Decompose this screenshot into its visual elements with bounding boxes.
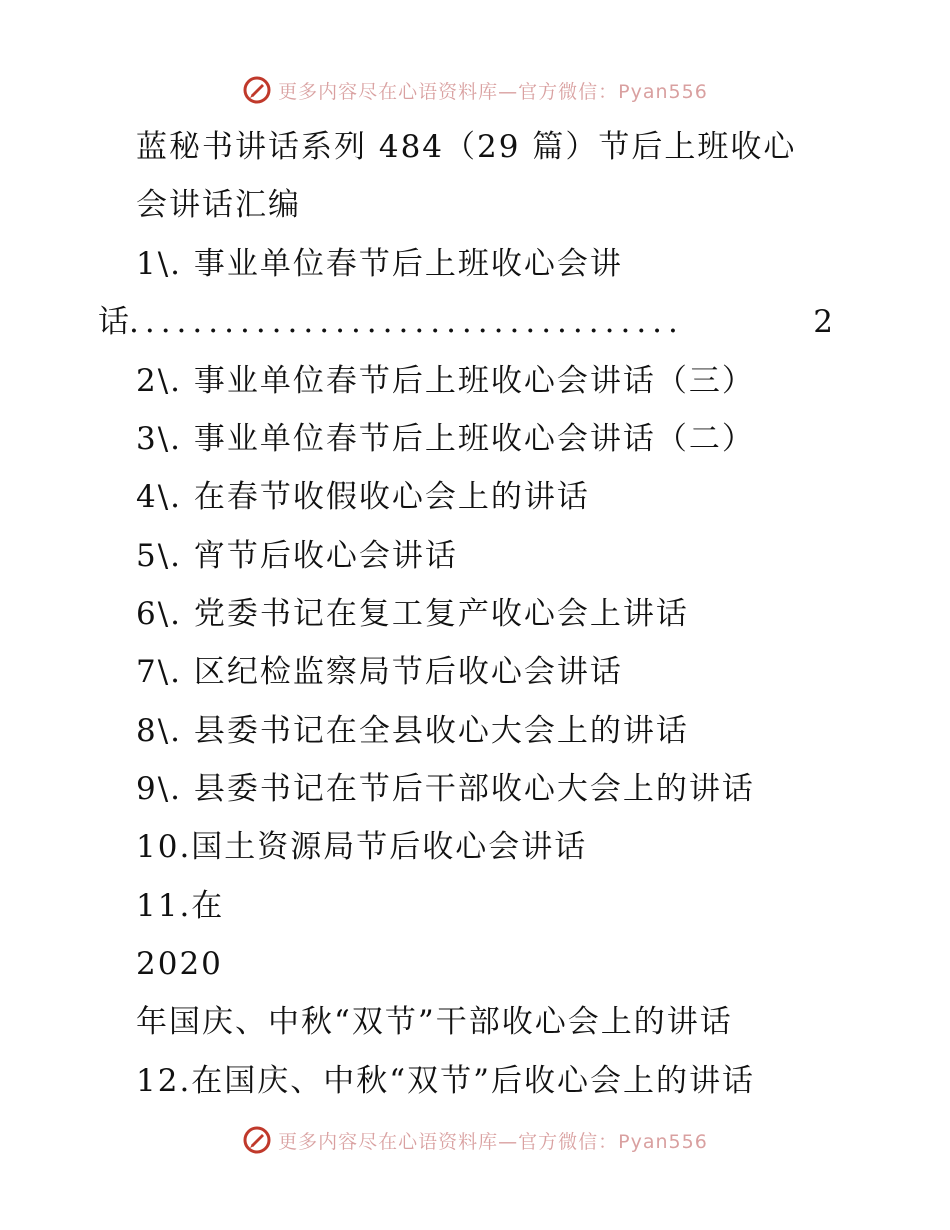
wechat-id: Pyan556 xyxy=(618,80,708,103)
toc-item-3: 3\. 事业单位春节后上班收心会讲话（二） xyxy=(136,421,755,457)
toc-item-1-leader xyxy=(98,302,833,342)
watermark-text: 更多内容尽在心语资料库—官方微信：Pyan556 xyxy=(278,80,708,103)
wechat-id: Pyan556 xyxy=(618,1130,708,1153)
toc-item-5: 5\. 宵节后收心会讲话 xyxy=(136,538,458,574)
footer-watermark-banner xyxy=(0,1120,950,1160)
toc-item-11-part-3: 年国庆、中秋“双节”干部收心会上的讲话 xyxy=(136,1004,733,1040)
toc-item-4: 4\. 在春节收假收心会上的讲话 xyxy=(136,479,590,515)
toc-item-12: 12.在国庆、中秋“双节”后收心会上的讲话 xyxy=(136,1063,755,1099)
watermark-text: 更多内容尽在心语资料库—官方微信：Pyan556 xyxy=(278,1130,708,1153)
toc-item-10: 10.国土资源局节后收心会讲话 xyxy=(136,829,588,865)
toc-item-2: 2\. 事业单位春节后上班收心会讲话（三） xyxy=(136,363,755,399)
toc-item-9: 9\. 县委书记在节后干部收心大会上的讲话 xyxy=(136,771,755,807)
document-title-line-1: 蓝秘书讲话系列 484（29 篇）节后上班收心 xyxy=(136,129,797,165)
toc-item-1: 1\. 事业单位春节后上班收心会讲 xyxy=(136,246,623,282)
toc-dot-leader: ................................... xyxy=(129,304,684,340)
toc-item-6: 6\. 党委书记在复工复产收心会上讲话 xyxy=(136,596,689,632)
toc-item-8: 8\. 县委书记在全县收心大会上的讲话 xyxy=(136,713,689,749)
toc-item-11-part-1: 11.在 xyxy=(136,888,225,924)
toc-item-1-end: 话 xyxy=(98,304,129,340)
toc-item-11-part-2: 2020 xyxy=(136,946,223,982)
pen-logo-icon xyxy=(242,75,272,105)
document-title-line-2: 会讲话汇编 xyxy=(136,187,301,223)
header-watermark-banner xyxy=(0,70,950,110)
toc-item-7: 7\. 区纪检监察局节后收心会讲话 xyxy=(136,654,623,690)
pen-logo-icon xyxy=(242,1125,272,1155)
toc-item-1-page-number: 2 xyxy=(813,304,833,340)
